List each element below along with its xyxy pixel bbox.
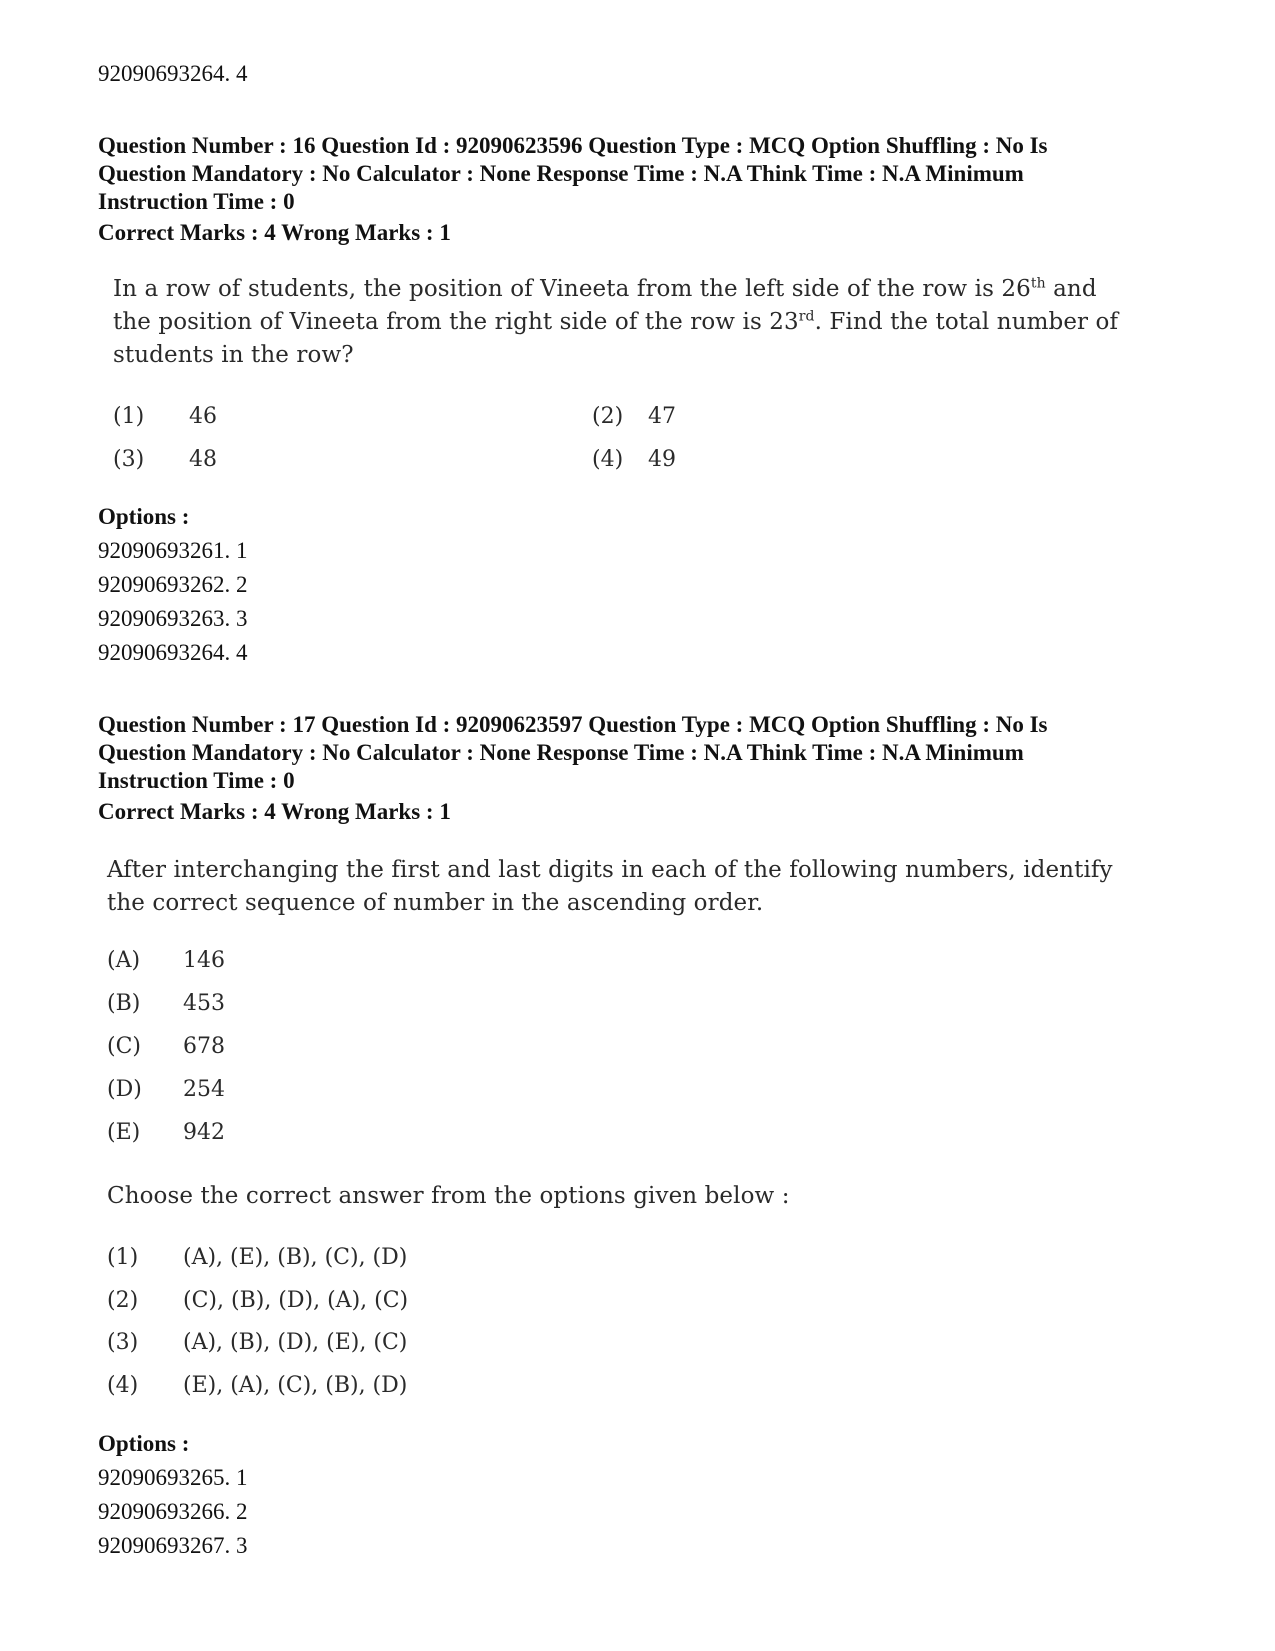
q16-option-line: 92090693262. 2 <box>98 572 248 597</box>
q17-item <box>107 990 225 1018</box>
q17-choice <box>107 1372 407 1400</box>
q16-choice <box>592 403 676 431</box>
q17-item-val: 453 <box>183 991 225 1016</box>
q17-item-num: (C) <box>107 1034 141 1059</box>
q17-text: the correct sequence of number in the ascending order. <box>107 890 764 916</box>
q17-item-num: (E) <box>107 1120 141 1145</box>
q17-choice-num: (3) <box>107 1330 139 1355</box>
q17-item <box>107 1119 225 1147</box>
q16-choice-num: (2) <box>592 404 624 429</box>
q16-choice <box>113 403 217 431</box>
q17-item-num: (B) <box>107 991 141 1016</box>
q17-option-line: 92090693266. 2 <box>98 1499 248 1524</box>
q16-meta-line: Question Mandatory : No Calculator : None Response Time : N.A Think Time : N.A Minimum <box>98 161 1024 186</box>
q17-choose-line: Choose the correct answer from the options given below : <box>107 1183 790 1209</box>
q17-choice-num: (1) <box>107 1245 139 1270</box>
q17-item <box>107 947 225 975</box>
q17-choice-val: (E), (A), (C), (B), (D) <box>183 1373 408 1398</box>
q17-choice <box>107 1329 407 1357</box>
q17-choice-num: (2) <box>107 1288 139 1313</box>
q17-option-line: 92090693267. 3 <box>98 1533 248 1558</box>
q17-choose-text <box>107 1180 790 1213</box>
q17-text: After interchanging the first and last digits in each of the following numbers, identify <box>107 857 1113 883</box>
q16-choice-val: 48 <box>189 447 217 472</box>
q17-item-num: (D) <box>107 1077 142 1102</box>
q17-choice-num: (4) <box>107 1373 139 1398</box>
q16-text: students in the row? <box>113 342 354 368</box>
q16-choice <box>113 446 217 474</box>
q17-meta-line: Instruction Time : 0 <box>98 768 295 793</box>
q16-choice-val: 47 <box>648 404 676 429</box>
q16-choice <box>592 446 676 474</box>
q16-sup: th <box>1030 275 1046 292</box>
q17-choice-val: (A), (E), (B), (C), (D) <box>183 1245 408 1270</box>
q17-choice-val: (A), (B), (D), (E), (C) <box>183 1330 408 1355</box>
q16-option-line: 92090693261. 1 <box>98 538 248 563</box>
q17-choice <box>107 1287 408 1315</box>
q17-item <box>107 1033 225 1061</box>
q17-choice-val: (C), (B), (D), (A), (C) <box>183 1288 409 1313</box>
q17-item-val: 678 <box>183 1034 225 1059</box>
q16-meta <box>98 132 1178 216</box>
q17-meta-line: Question Mandatory : No Calculator : None Response Time : N.A Think Time : N.A Minimum <box>98 740 1024 765</box>
q17-marks: Correct Marks : 4 Wrong Marks : 1 <box>98 799 451 824</box>
q17-item <box>107 1076 225 1104</box>
q16-question-text <box>113 273 1123 372</box>
q17-option-line: 92090693265. 1 <box>98 1465 248 1490</box>
q16-marks: Correct Marks : 4 Wrong Marks : 1 <box>98 220 451 245</box>
q16-choice-num: (3) <box>113 447 145 472</box>
q16-choice-val: 46 <box>189 404 217 429</box>
q16-text: the position of Vineeta from the right side of the row is 23 <box>113 309 799 335</box>
q16-text: In a row of students, the position of Vineeta from the left side of the row is 26 <box>113 276 1031 302</box>
q17-meta-line: Question Number : 17 Question Id : 92090623597 Question Type : MCQ Option Shuffling : No Is <box>98 712 1048 737</box>
q16-choice-num: (4) <box>592 447 624 472</box>
q17-item-val: 254 <box>183 1077 225 1102</box>
q17-item-val: 942 <box>183 1120 225 1145</box>
prev-option-line: 92090693264. 4 <box>98 61 248 86</box>
q17-options-label: Options : <box>98 1431 190 1456</box>
q16-option-line: 92090693263. 3 <box>98 606 248 631</box>
q16-text: and <box>1045 276 1097 302</box>
q17-item-val: 146 <box>183 948 225 973</box>
q16-meta-line: Instruction Time : 0 <box>98 189 295 214</box>
q16-options-label: Options : <box>98 504 190 529</box>
q16-choice-val: 49 <box>648 447 676 472</box>
q17-meta <box>98 711 1178 795</box>
q17-item-num: (A) <box>107 948 141 973</box>
q16-sup: rd <box>798 308 815 325</box>
q17-choice <box>107 1244 407 1272</box>
q16-meta-line: Question Number : 16 Question Id : 92090623596 Question Type : MCQ Option Shuffling : No Is <box>98 133 1048 158</box>
q16-option-line: 92090693264. 4 <box>98 640 248 665</box>
q17-question-text <box>107 854 1117 920</box>
q16-text: . Find the total number of <box>814 309 1119 335</box>
q16-choice-num: (1) <box>113 404 145 429</box>
